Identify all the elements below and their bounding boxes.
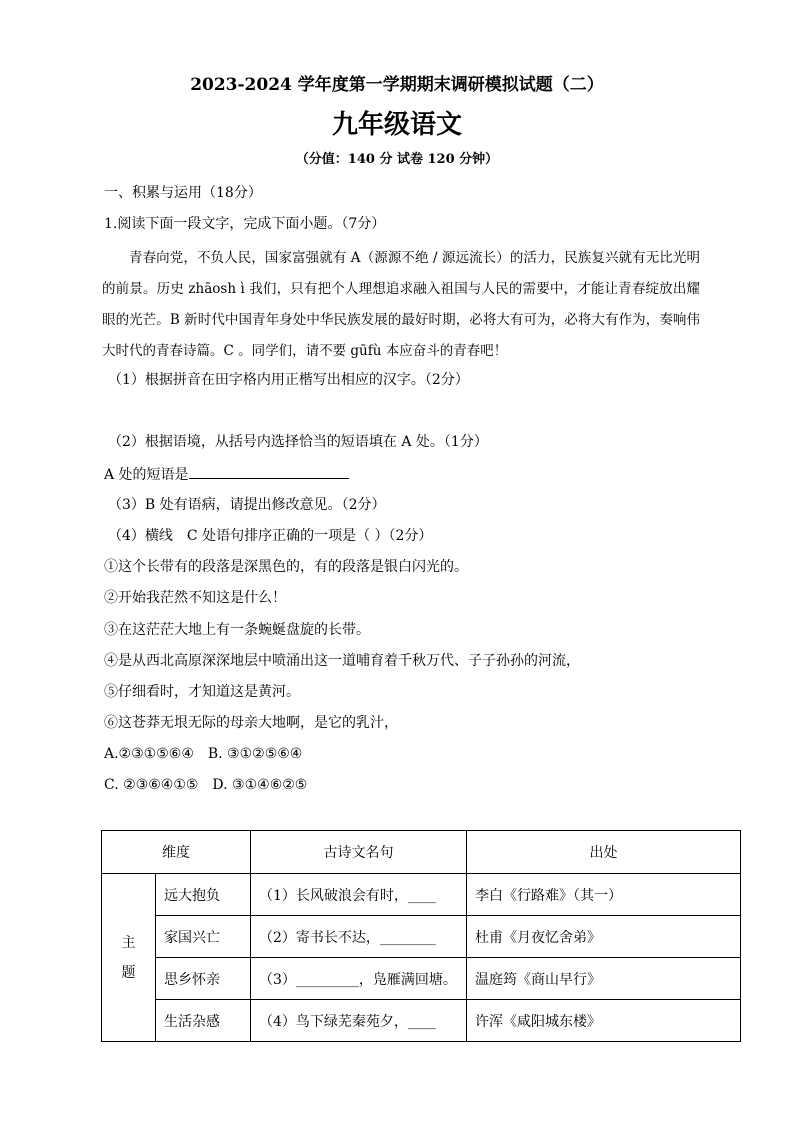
table-header-row [102, 831, 741, 874]
sentence-2: ②开始我茫然不知这是什么！ [104, 590, 286, 606]
score-info: （分值：140 分 试卷 120 分钟） [295, 152, 499, 167]
theme-char-1: 主 [121, 934, 136, 951]
source-cell: 李白《行路难》（其一） [467, 874, 741, 916]
header-source: 出处 [467, 831, 741, 874]
dimension-cell: 家国兴亡 [156, 916, 251, 958]
source-cell: 杜甫《月夜忆舍弟》 [467, 916, 741, 958]
poem-line-cell[interactable]: （4）鸟下绿芜秦苑夕，____ [251, 1000, 467, 1042]
reading-passage: 青春向党，不负人民，国家富强就有 A（源源不绝 / 源远流长）的活力，民族复兴就有无比光明的前景。历史 zhāosh ì 我们，只有把个人理想追求融入祖国与人民的需要中，才能让青春绽放出耀眼的光芒。B 新时代中国青年身处中华民族发展的最好时期，必将大有可为，必将大有作为，奏响伟大时代的青春诗篇。C 。同学们，请不要 gūfù 本应奋斗的青春吧！ [102, 250, 700, 359]
table-row [102, 874, 741, 916]
source-cell: 温庭筠《商山早行》 [467, 958, 741, 1000]
sub-question-2: （2）根据语境，从括号内选择恰当的短语填在 A 处。（1分） [108, 434, 488, 450]
dimension-cell: 思乡怀亲 [156, 958, 251, 1000]
header-dimension: 维度 [102, 831, 251, 874]
table-row [102, 958, 741, 1000]
answer-label: A 处的短语是 [104, 467, 189, 483]
sub-question-3: （3）B 处有语病，请提出修改意见。（2分） [108, 497, 386, 513]
table-row [102, 916, 741, 958]
dimension-cell: 远大抱负 [156, 874, 251, 916]
sentence-4: ④是从西北高原深深地层中喷涌出这一道哺育着千秋万代、子子孙孙的河流， [104, 653, 580, 669]
header-poem-line: 古诗文名句 [251, 831, 467, 874]
question-1-stem: 1.阅读下面一段文字，完成下面小题。（7分） [104, 216, 386, 232]
poem-line-cell[interactable]: （1）长风破浪会有时，____ [251, 874, 467, 916]
source-cell: 许浑《咸阳城东楼》 [467, 1000, 741, 1042]
answer-blank[interactable] [189, 464, 349, 479]
subject-title: 九年级语文 [331, 110, 462, 140]
dimension-cell: 生活杂感 [156, 1000, 251, 1042]
options-row-1: A.②③①⑤⑥④ B. ③①②⑤⑥④ [104, 746, 303, 762]
poem-line-cell[interactable]: （3）_________，凫雁满回塘。 [251, 958, 467, 1000]
sentence-5: ⑤仔细看时，才知道这是黄河。 [104, 684, 300, 700]
sentence-1: ①这个长带有的段落是深黑色的，有的段落是银白闪光的。 [104, 559, 468, 575]
sub-question-2-answer [104, 464, 349, 485]
poetry-table [101, 830, 741, 1042]
theme-char-2: 题 [121, 964, 136, 981]
section-heading: 一、积累与运用（18分） [104, 185, 262, 201]
sentence-6: ⑥这苍莽无垠无际的母亲大地啊，是它的乳汁， [104, 715, 398, 731]
sentence-3: ③在这茫茫大地上有一条蜿蜒盘旋的长带。 [104, 622, 370, 638]
options-row-2: C. ②③⑥④①⑤ D. ③①④⑥②⑤ [104, 777, 308, 793]
poem-line-cell[interactable]: （2）寄书长不达，________ [251, 916, 467, 958]
sub-question-4: （4）横线 C 处语句排序正确的一项是（ ）（2分） [108, 528, 433, 544]
exam-title: 2023-2024 学年度第一学期期末调研模拟试题（二） [190, 75, 604, 95]
theme-cell [102, 874, 156, 1042]
sub-question-1: （1）根据拼音在田字格内用正楷写出相应的汉字。（2分） [108, 372, 469, 388]
table-row [102, 1000, 741, 1042]
